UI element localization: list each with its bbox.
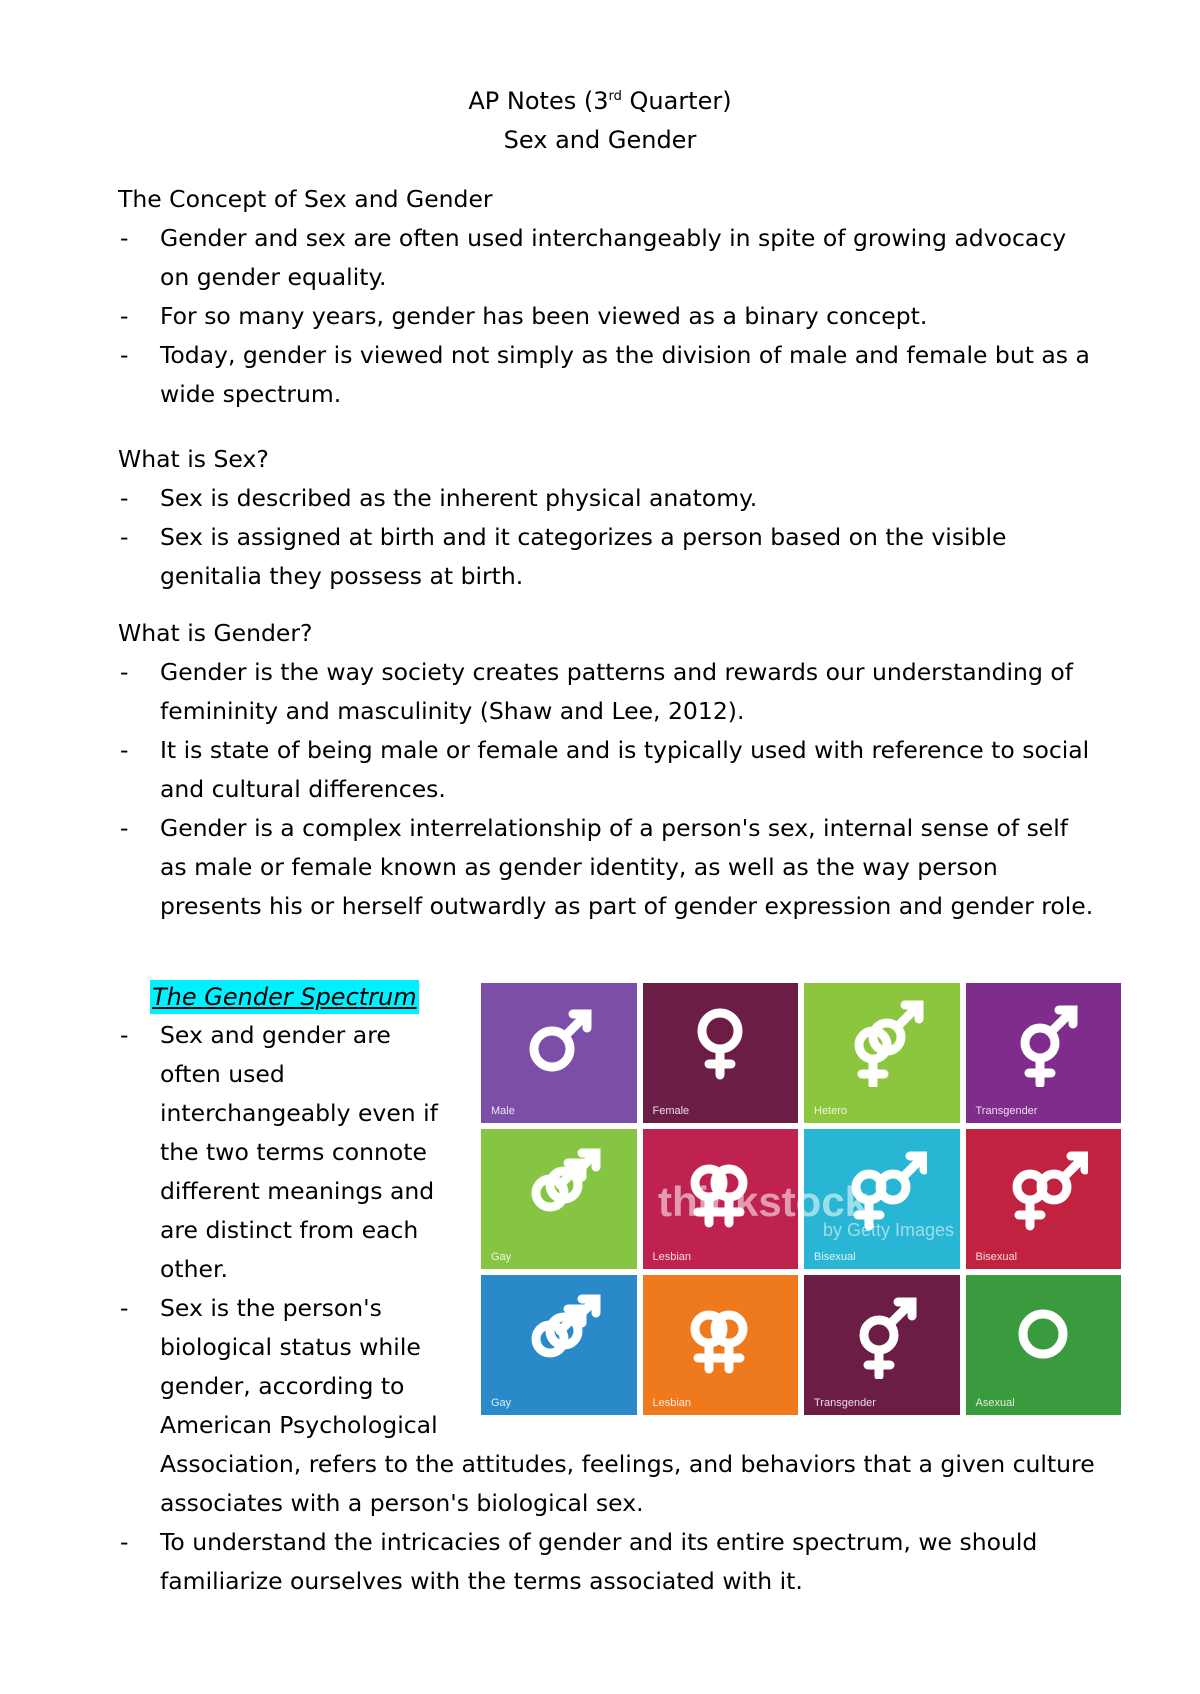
tile-label: Transgender [814, 1397, 876, 1409]
symbol-tile [963, 980, 1125, 1126]
tile-label: Bisexual [975, 1251, 1018, 1263]
list-item: - Sex is the person's biological status while gender, according to American Psychological [120, 1294, 438, 1439]
tile-label: Female [652, 1105, 690, 1117]
tile-label: Transgender [975, 1105, 1038, 1117]
section-title: What is Sex? [118, 445, 269, 473]
list-item: - Today, gender is viewed not simply as the division of male and female but as a wide spectrum. [120, 341, 1090, 408]
gay-symbol-icon [514, 1289, 604, 1379]
symbol-tile [478, 980, 640, 1126]
list-item: - Sex and gender are often used interchangeably even if the two terms connote different meanings and are distinct from each other. [120, 1021, 438, 1283]
list-item: - For so many years, gender has been viewed as a binary concept. [120, 302, 928, 330]
symbol-tile [640, 1272, 802, 1418]
gender-symbols-image [478, 980, 1124, 1418]
list-item: - Sex is assigned at birth and it categorizes a person based on the visible genitalia they possess at birth. [120, 523, 1007, 590]
asexual-symbol-icon [998, 1289, 1088, 1379]
symbol-tile [801, 1126, 963, 1272]
lesbian-symbol-icon [675, 1143, 765, 1233]
tile-label: Lesbian [652, 1251, 692, 1263]
list-item-continued: Association, refers to the attitudes, feelings, and behaviors that a given culture associates with a person's biological sex. [160, 1450, 1095, 1517]
bisexual-symbol-icon [837, 1143, 927, 1233]
list-item: - It is state of being male or female and is typically used with reference to social and cultural differences. [120, 736, 1090, 803]
symbol-tile [478, 1126, 640, 1272]
tile-label: Asexual [975, 1397, 1015, 1409]
tile-label: Gay [491, 1397, 512, 1409]
bisexual-symbol-icon [998, 1143, 1088, 1233]
section-title: The Concept of Sex and Gender [118, 185, 493, 213]
symbol-tile [801, 1272, 963, 1418]
symbol-tile [640, 980, 802, 1126]
transgender-symbol-icon [998, 997, 1088, 1087]
spectrum-narrow-text [118, 1016, 458, 1445]
symbol-tile [963, 1126, 1125, 1272]
symbol-tile [640, 1126, 802, 1272]
hetero-symbol-icon [837, 997, 927, 1087]
tile-label: Hetero [814, 1105, 848, 1117]
symbol-tile [801, 980, 963, 1126]
list-item: - Gender is the way society creates patterns and rewards our understanding of femininity and masculinity (Shaw and Lee, 2012). [120, 658, 1073, 725]
male-symbol-icon [514, 997, 604, 1087]
section-concept [118, 180, 1098, 414]
section-title: What is Gender? [118, 619, 313, 647]
transgender-symbol-icon [837, 1289, 927, 1379]
list-item: - Sex is described as the inherent physical anatomy. [120, 484, 758, 512]
tile-label: Bisexual [814, 1251, 856, 1263]
list-item: - Gender is a complex interrelationship of a person's sex, internal sense of self as male or female known as gender identity, as well as the way person presents his or herself outwardly as part of gender expression and gender role. [120, 814, 1094, 920]
tile-label: Male [491, 1105, 515, 1117]
symbol-tile [963, 1272, 1125, 1418]
watermark-sub: by Getty Images [823, 1220, 955, 1240]
tile-label: Gay [491, 1251, 512, 1263]
list-item: - To understand the intricacies of gender and its entire spectrum, we should familiarize ourselves with the terms associated with it. [120, 1528, 1038, 1595]
section-what-is-gender [118, 614, 1098, 926]
tile-label: Lesbian [652, 1397, 692, 1409]
page-subtitle: Sex and Gender [503, 126, 697, 154]
gender-spectrum-heading: The Gender Spectrum [150, 980, 419, 1014]
watermark: thinkstock [658, 1178, 869, 1225]
female-symbol-icon [675, 997, 765, 1087]
gay-symbol-icon [514, 1143, 604, 1233]
spectrum-wide-text [118, 1445, 1098, 1601]
symbol-tile [478, 1272, 640, 1418]
section-what-is-sex [118, 440, 1098, 596]
lesbian-symbol-icon [675, 1289, 765, 1379]
page-title: AP Notes (3rd Quarter) [468, 87, 732, 115]
list-item: - Gender and sex are often used interchangeably in spite of growing advocacy on gender equality. [120, 224, 1067, 291]
